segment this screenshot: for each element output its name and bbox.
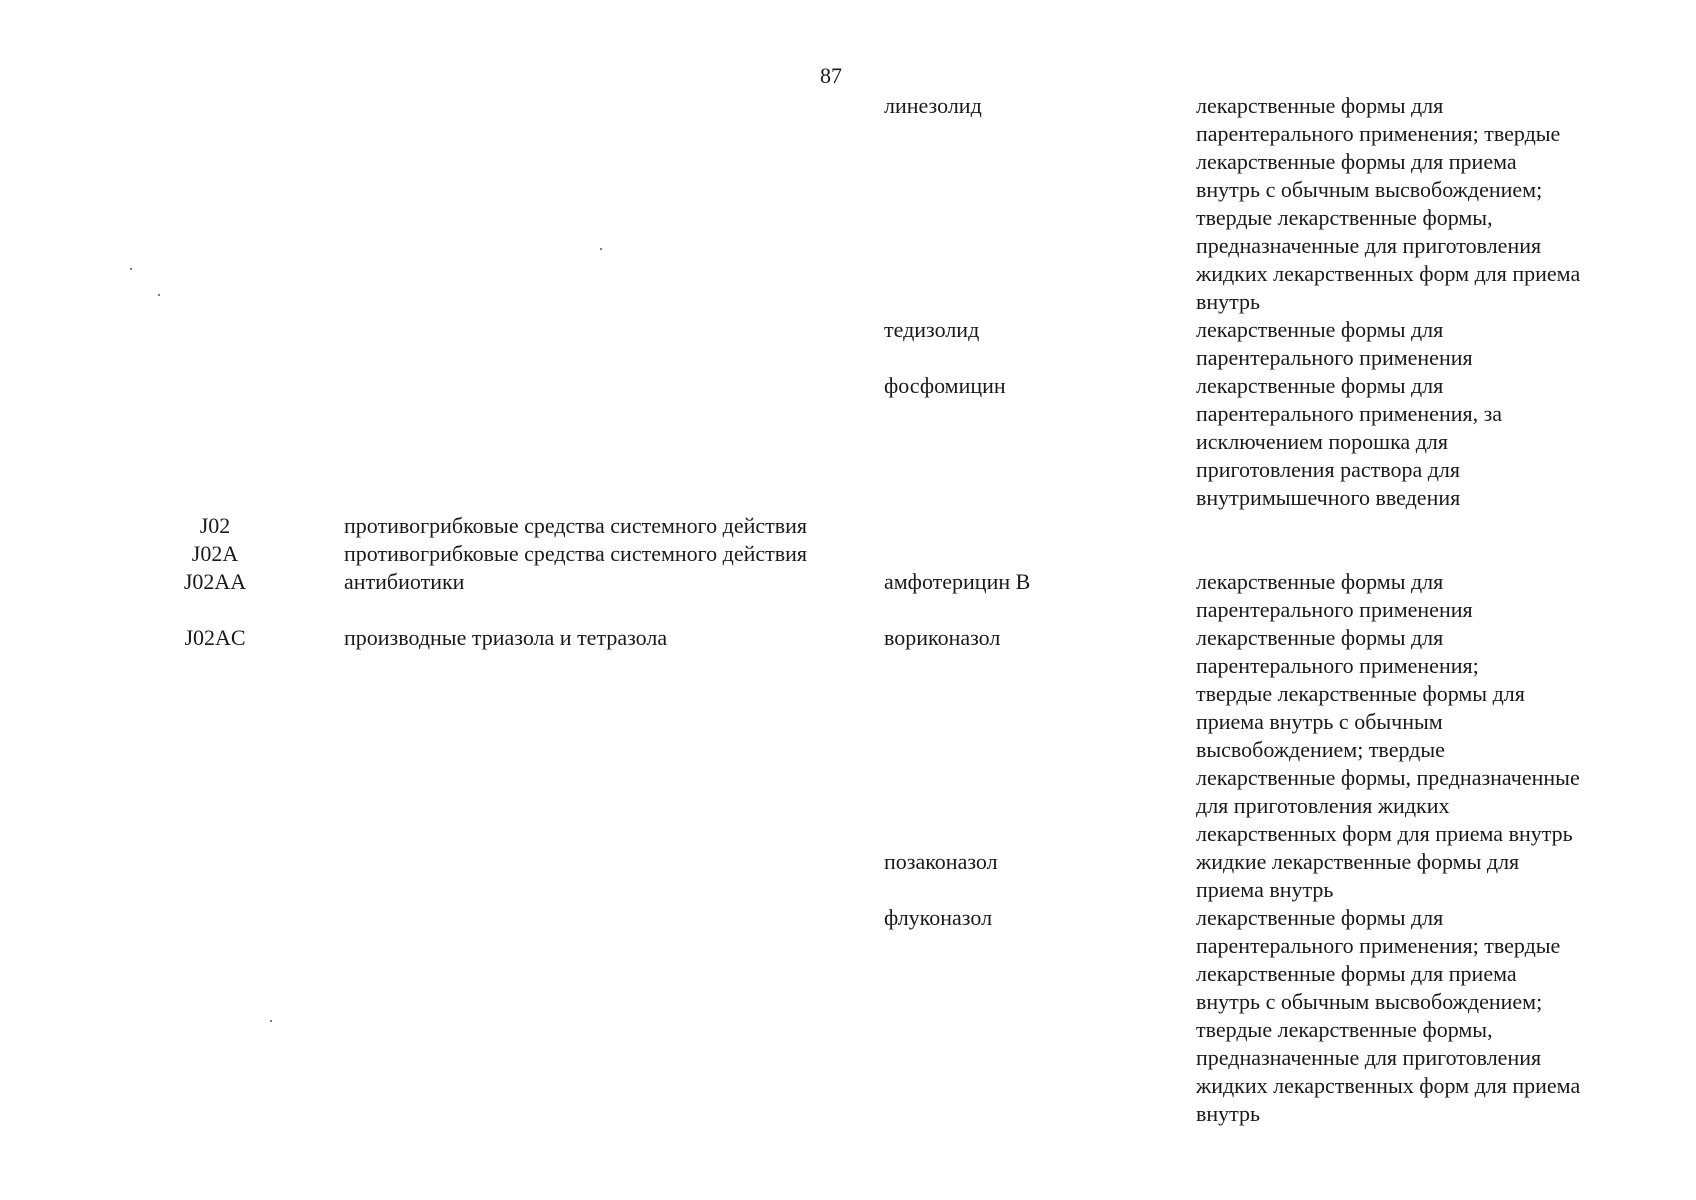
atc-code: J02AA (183, 569, 247, 594)
drug-name: вориконазол (884, 625, 1001, 650)
drug-name: фосфомицин (884, 373, 1006, 398)
dosage-form: лекарственные формы для парентерального применения; твердые лекарственные формы для приема внутрь с обычным высвобождением; твердые лекарственные формы, предназначенные для приготовления жидких лекарственных форм для приема внутрь (1196, 93, 1581, 314)
scan-speck (600, 248, 602, 250)
table-row (0, 848, 1696, 904)
dosage-form: жидкие лекарственные формы для приема внутрь (1196, 849, 1520, 902)
drug-name: амфотерицин В (884, 569, 1031, 594)
scan-speck (130, 268, 132, 270)
atc-code: J02A (191, 541, 239, 566)
drug-name: флуконазол (884, 905, 993, 930)
drug-name: позаконазол (884, 849, 998, 874)
table-row (0, 568, 1696, 624)
table-row (0, 372, 1696, 512)
table-row (0, 540, 1696, 568)
table-row (0, 92, 1696, 316)
dosage-form: лекарственные формы для парентерального применения; твердые лекарственные формы для приема внутрь с обычным высвобождением; твердые лекарственные формы, предназначенные для приготовления жидких лекарственных форм для приема внутрь (1196, 625, 1580, 846)
group-name: противогрибковые средства системного действия (344, 513, 808, 538)
dosage-form: лекарственные формы для парентерального применения, за исключением порошка для приготовления раствора для внутримышечного введения (1196, 373, 1503, 510)
table-row (0, 904, 1696, 1128)
scan-speck (270, 1020, 272, 1022)
scan-speck (158, 294, 160, 296)
group-name: антибиотики (344, 569, 465, 594)
page-number: 87 (820, 63, 842, 88)
dosage-form: лекарственные формы для парентерального применения; твердые лекарственные формы для приема внутрь с обычным высвобождением; твердые лекарственные формы, предназначенные для приготовления жидких лекарственных форм для приема внутрь (1196, 905, 1581, 1126)
table-row (0, 512, 1696, 540)
table-row (0, 316, 1696, 372)
drug-name: линезолид (884, 93, 982, 118)
dosage-form: лекарственные формы для парентерального применения (1196, 569, 1473, 622)
dosage-form: лекарственные формы для парентерального применения (1196, 317, 1473, 370)
drug-table (0, 92, 1696, 1128)
group-name: противогрибковые средства системного действия (344, 541, 808, 566)
group-name: производные триазола и тетразола (344, 625, 668, 650)
drug-name: тедизолид (884, 317, 980, 342)
table-row (0, 624, 1696, 848)
atc-code: J02AC (184, 625, 246, 650)
atc-code: J02 (199, 513, 231, 538)
